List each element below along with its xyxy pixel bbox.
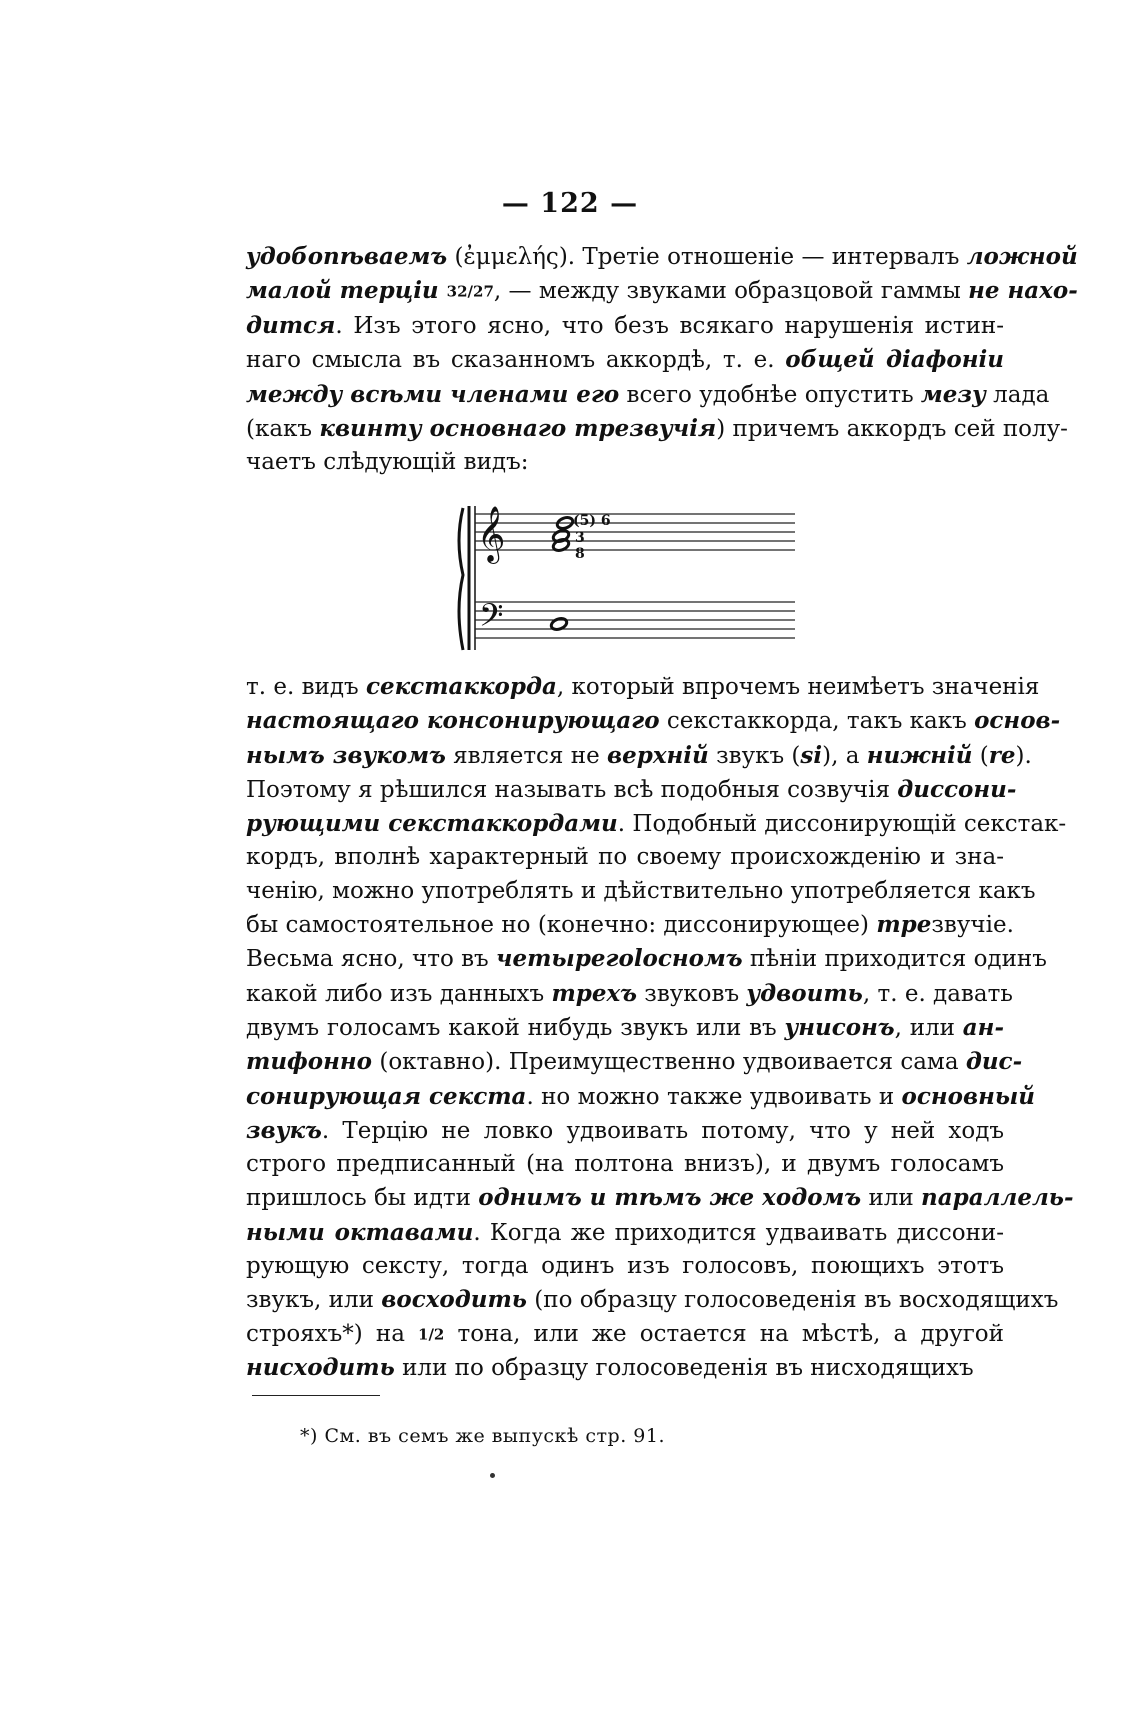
speck [490,1473,495,1478]
text-run: . Когда же приходится удваивать диссони- [473,1219,1004,1246]
text-run: звучіе. [931,912,1014,939]
figure-label-1: (5) 6 [573,513,611,529]
text-line [246,1080,1035,1114]
text-run: ( [972,742,989,769]
emphasis-text: основ- [974,707,1061,735]
text-line [246,1318,1004,1352]
emphasis-text: удобопѣваемъ [246,243,448,270]
text-run: тона, или же остается на мѣстѣ, а другой [444,1320,1004,1347]
emphasis-text: общей діафоніи [785,346,1004,374]
treble-staff [475,514,795,550]
text-run: звукъ, или [246,1287,382,1314]
text-run: . Изъ этого ясно, что безъ всякаго нарушенія истин- [335,312,1004,339]
text-run: Весьма ясно, что въ [246,946,497,973]
text-line [246,1250,1004,1283]
text-run: , — между звуками образцовой гаммы [493,278,969,305]
emphasis-text: восходить [381,1286,527,1314]
emphasis-text: не нахо- [968,277,1078,305]
emphasis-text: верхній [607,741,709,769]
text-line [246,412,1068,446]
emphasis-text: малой терціи [246,277,447,305]
paragraph-1 [246,240,1078,479]
text-run: или по образцу голосоведенія въ нисходящихъ [394,1355,974,1382]
text-line [246,739,1032,773]
text-run: ченію, можно употреблять и дѣйствительно употребляется какъ [246,877,1036,904]
emphasis-text: однимъ и тѣмъ же ходомъ [478,1184,862,1212]
text-run: (ἐμμελής). Третіе отношеніе — интервалъ [447,244,967,270]
text-line [246,446,1004,479]
emphasis-text: удвоить [746,979,863,1007]
text-line [246,1216,1004,1250]
text-run: т. е. видъ [246,674,366,700]
text-run: . Подобный диссонирующій секстак- [617,811,1067,838]
text-run: Поэтому я рѣшился называть всѣ подобныя созвучія [246,776,898,803]
text-run: чаетъ слѣдующій видъ: [246,449,529,476]
text-line [246,1181,1074,1215]
text-run: звуковъ [636,980,747,1007]
text-run: секстаккорда, такъ какъ [659,708,975,735]
emphasis-text: унисонъ [784,1013,895,1041]
text-run: ) причемъ аккордъ сей полу- [716,415,1068,442]
emphasis-text: тре [876,911,932,939]
text-run: кордъ, вполнѣ характерный по своему происхожденію и зна- [246,844,1004,871]
emphasis-text: нижній [866,741,973,769]
text-run: (по образцу голосоведенія въ восходящихъ [526,1287,1059,1314]
emphasis-text: дится [246,311,336,339]
text-line [246,1148,1004,1181]
text-line [246,1114,1004,1148]
emphasis-text: дис- [965,1048,1023,1076]
emphasis-text: параллель- [921,1184,1074,1212]
emphasis-text: звукъ [246,1116,322,1144]
text-run: рующую сексту, тогда одинъ изъ голосовъ, поющихъ этотъ [246,1253,1004,1280]
text-run: , т. е. давать [862,980,1013,1007]
text-run: . но можно также удвоивать и [526,1083,902,1110]
bass-clef-icon: 𝄢 [479,597,504,641]
text-line [246,343,1004,377]
text-line [246,1283,1059,1317]
emphasis-text: рующими секстаккордами [246,810,618,838]
text-line [246,704,1061,738]
text-run: двумъ голосамъ какой нибудь звукъ или въ [246,1014,785,1041]
figure-label-2: 3 [575,530,585,546]
text-run: строяхъ*) на [246,1320,419,1347]
paragraph-2 [246,670,1074,1386]
emphasis-text: нымъ звукомъ [246,741,446,769]
text-run: (какъ [246,415,320,442]
text-run: . Терцію не ловко удвоивать потому, что у ней ходъ [321,1117,1004,1144]
text-run: бы самостоятельное но (конечно: диссонирующее) [246,912,877,939]
emphasis-text: трехъ [551,979,637,1007]
text-line [246,807,1067,841]
text-line [246,670,1040,704]
emphasis-text: ложной [966,243,1078,270]
text-run: или [861,1185,922,1212]
footnote: *) См. въ семъ же выпускѣ стр. 91. [300,1425,666,1447]
bass-staff [475,602,795,638]
emphasis-text: нисходить [246,1354,395,1382]
emphasis-text: квинту основнаго трезвучія [319,414,717,442]
emphasis-text: si [800,741,823,769]
system-brace [459,508,463,650]
emphasis-text: ными октавами [246,1218,474,1246]
text-line [246,942,1047,976]
page-number: — 122 — [501,188,639,219]
text-run: пришлось бы идти [246,1185,479,1212]
text-run: ). [1015,742,1032,769]
text-line [246,773,1017,807]
text-line [246,1011,1004,1045]
text-line [246,1351,1004,1385]
text-run: звукъ ( [708,742,801,769]
emphasis-text: сонирующая секста [246,1082,527,1110]
fraction: 32/27 [446,282,494,301]
emphasis-text: тифонно [246,1048,373,1076]
text-line [246,1045,1023,1079]
emphasis-text: ан- [962,1013,1004,1041]
figure-label-3: 8 [575,546,585,562]
text-line [246,378,1050,412]
text-run: пѣніи приходится одинъ [742,946,1047,973]
emphasis-text: основный [901,1082,1035,1110]
text-run: лада [985,381,1050,408]
music-example [455,500,815,660]
text-run: строго предписанный (на полтона внизъ), и двумъ голосамъ [246,1151,1004,1178]
text-run: какой либо изъ данныхъ [246,980,552,1007]
emphasis-text: между всѣми членами его [246,380,620,408]
treble-clef-icon: 𝄞 [477,506,506,562]
text-run: является не [445,742,607,769]
text-line [246,875,1036,908]
fraction: 1/2 [418,1324,445,1343]
emphasis-text: re [988,741,1016,769]
text-line [246,240,1078,274]
emphasis-text: секстаккорда [365,673,557,700]
emphasis-text: четырегolосномъ [496,945,743,973]
text-run: (октавно). Преимущественно удвоивается сама [372,1049,966,1076]
text-line [246,274,1078,309]
footnote-rule [252,1395,380,1396]
text-run: наго смысла въ сказанномъ аккордѣ, т. е. [246,347,786,374]
text-line [246,309,1004,343]
text-line [246,908,1014,942]
emphasis-text: диссони- [897,775,1017,803]
text-run: ), а [822,742,867,769]
text-run: , который впрочемъ неимѣетъ значенія [556,674,1040,700]
text-line [246,841,1004,874]
emphasis-text: мезу [920,380,986,408]
text-run: всего удобнѣе опустить [619,381,921,408]
emphasis-text: настоящаго консонирующаго [246,707,660,735]
text-run: , или [894,1014,963,1041]
text-line [246,977,1013,1011]
